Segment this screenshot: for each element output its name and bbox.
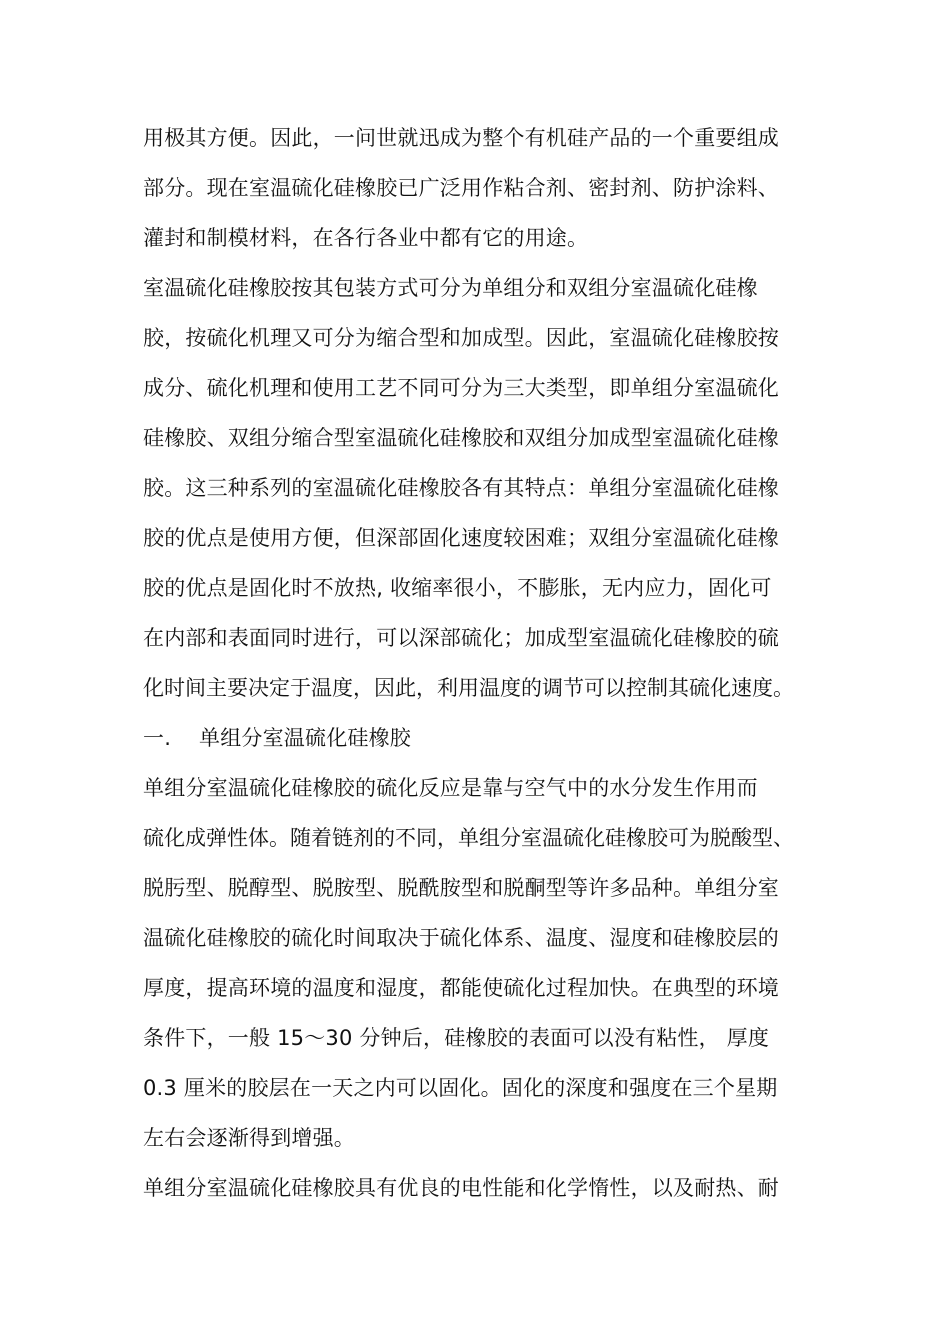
- text-line: 硅橡胶、双组分缩合型室温硫化硅橡胶和双组分加成型室温硫化硅橡: [143, 426, 779, 450]
- text-line: 灌封和制模材料，在各行各业中都有它的用途。: [143, 226, 589, 250]
- text-line: 胶，按硫化机理又可分为缩合型和加成型。因此，室温硫化硅橡胶按: [143, 326, 779, 350]
- text-line: 硫化成弹性体。随着链剂的不同，单组分室温硫化硅橡胶可为脱酸型、: [143, 826, 794, 850]
- text-line: 成分、硫化机理和使用工艺不同可分为三大类型，即单组分室温硫化: [143, 376, 779, 400]
- text-line: 胶。这三种系列的室温硫化硅橡胶各有其特点：单组分室温硫化硅橡: [143, 476, 779, 500]
- text-line: 部分。现在室温硫化硅橡胶已广泛用作粘合剂、密封剂、防护涂料、: [143, 176, 779, 200]
- section-number: 一.: [143, 726, 172, 750]
- paragraph-2: [143, 263, 811, 713]
- text-line: 温硫化硅橡胶的硫化时间取决于硫化体系、温度、湿度和硅橡胶层的: [143, 926, 779, 950]
- text-line: 条件下，一般 15～30 分钟后，硅橡胶的表面可以没有粘性， 厚度: [143, 1026, 770, 1050]
- text-line: 化时间主要决定于温度，因此，利用温度的调节可以控制其硫化速度。: [143, 676, 794, 700]
- section-heading: [143, 713, 811, 763]
- text-line: 胶的优点是固化时不放热, 收缩率很小，不膨胀，无内应力，固化可: [143, 576, 772, 600]
- text-line: 脱肟型、脱醇型、脱胺型、脱酰胺型和脱酮型等许多品种。单组分室: [143, 876, 779, 900]
- text-line: 单组分室温硫化硅橡胶具有优良的电性能和化学惰性，以及耐热、耐: [143, 1176, 779, 1200]
- document-body: [143, 113, 811, 1213]
- text-line: 在内部和表面同时进行，可以深部硫化；加成型室温硫化硅橡胶的硫: [143, 626, 779, 650]
- text-line: 0.3 厘米的胶层在一天之内可以固化。固化的深度和强度在三个星期: [143, 1076, 778, 1100]
- paragraph-4: [143, 1163, 811, 1213]
- section-title: 单组分室温硫化硅橡胶: [199, 726, 411, 750]
- text-line: 室温硫化硅橡胶按其包装方式可分为单组分和双组分室温硫化硅橡: [143, 276, 758, 300]
- paragraph-3: [143, 763, 811, 1163]
- text-line: 左右会逐渐得到增强。: [143, 1126, 355, 1150]
- text-line: 厚度，提高环境的温度和湿度，都能使硫化过程加快。在典型的环境: [143, 976, 779, 1000]
- text-line: 单组分室温硫化硅橡胶的硫化反应是靠与空气中的水分发生作用而: [143, 776, 758, 800]
- paragraph-1: [143, 113, 811, 263]
- text-line: 胶的优点是使用方便，但深部固化速度较困难；双组分室温硫化硅橡: [143, 526, 779, 550]
- text-line: 用极其方便。因此，一问世就迅成为整个有机硅产品的一个重要组成: [143, 126, 779, 150]
